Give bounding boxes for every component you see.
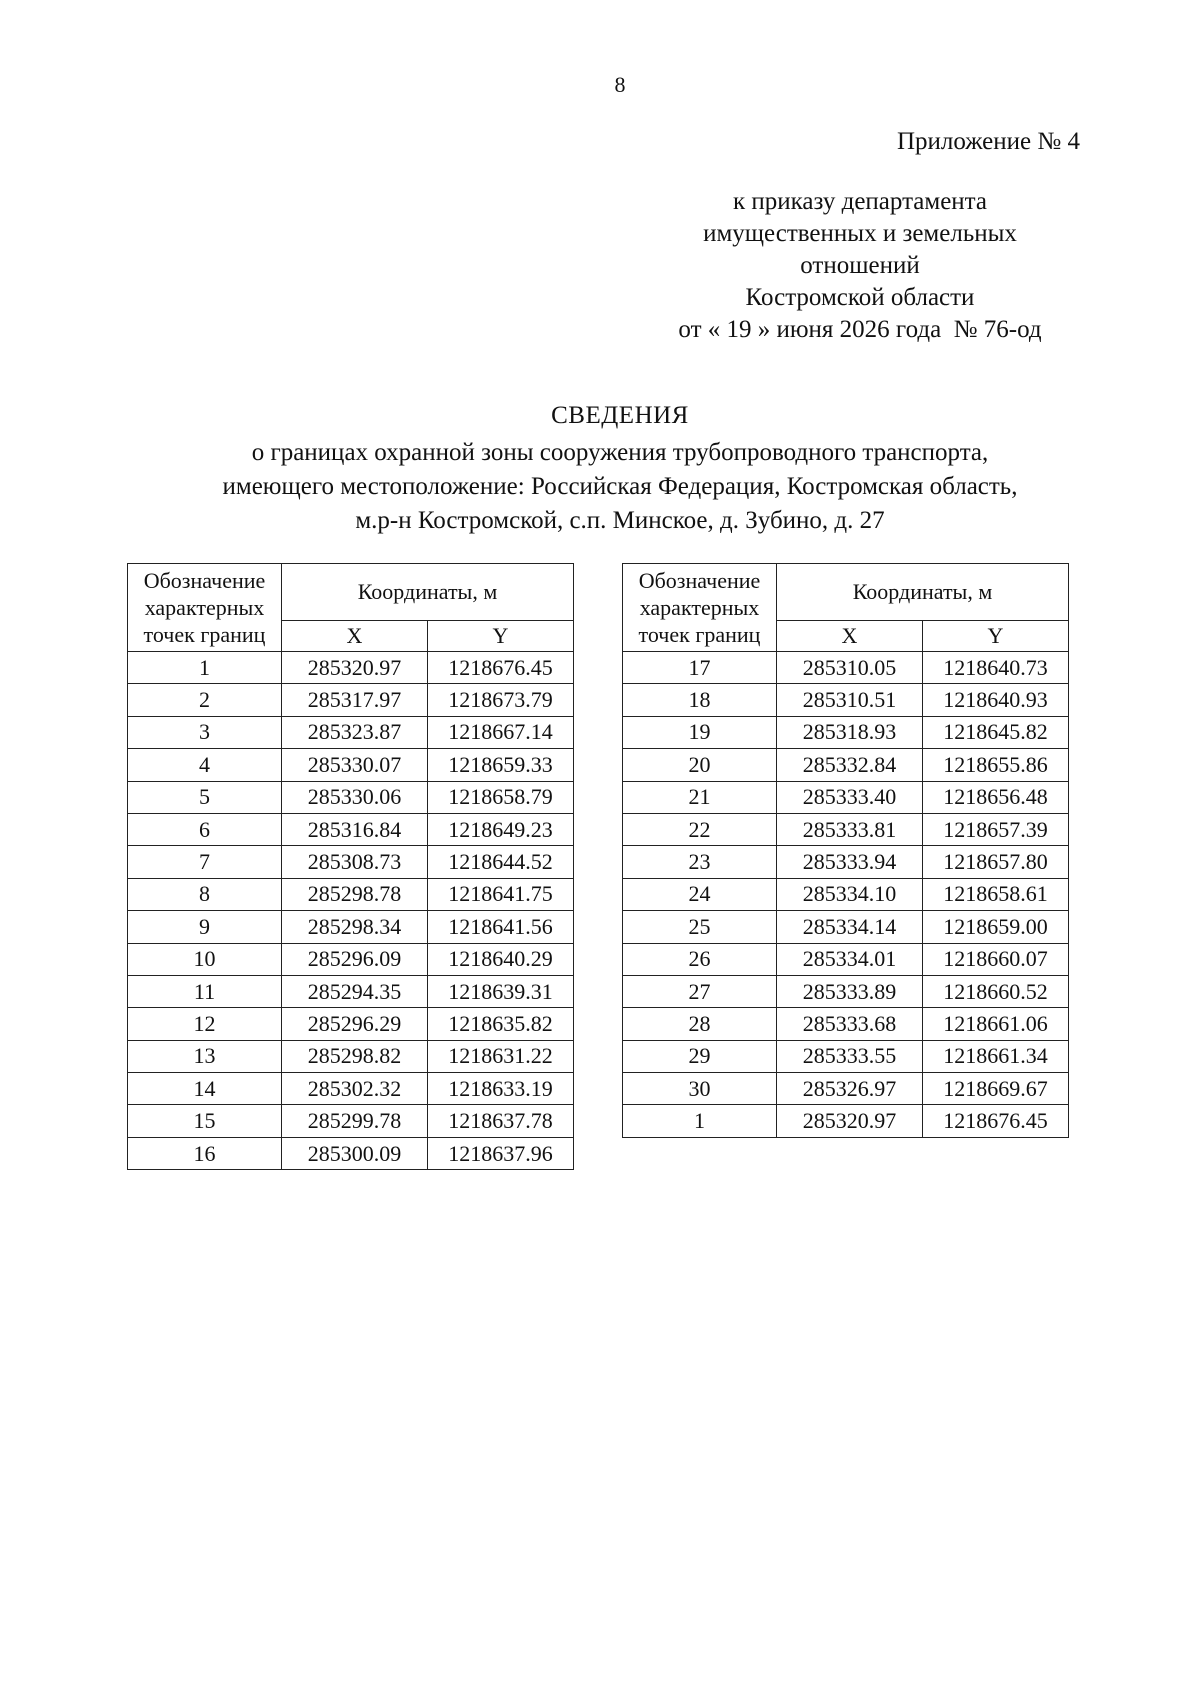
table-row: [128, 911, 574, 943]
y-coordinate-cell: 1218637.96: [428, 1137, 574, 1169]
table-row: [623, 1040, 1069, 1072]
appendix-title: Приложение № 4: [896, 128, 1080, 155]
x-coordinate-cell: 285333.68: [777, 1008, 923, 1040]
table-row: [128, 749, 574, 781]
table-row: [623, 684, 1069, 716]
designation-header-line: Обозначение: [143, 568, 266, 593]
x-coordinate-cell: 285299.78: [282, 1105, 428, 1137]
table-row: [128, 1105, 574, 1137]
order-ref-line: отношений: [800, 252, 920, 279]
point-cell: 17: [623, 652, 777, 684]
y-coordinate-cell: 1218659.33: [428, 749, 574, 781]
y-coordinate-cell: 1218658.61: [923, 878, 1069, 910]
y-coordinate-cell: 1218676.45: [428, 652, 574, 684]
table-row: [128, 652, 574, 684]
table-row: [128, 684, 574, 716]
y-coordinate-cell: 1218631.22: [428, 1040, 574, 1072]
x-coordinate-cell: 285308.73: [282, 846, 428, 878]
point-cell: 1: [128, 652, 282, 684]
table-row: [128, 878, 574, 910]
y-coordinate-cell: 1218637.78: [428, 1105, 574, 1137]
x-coordinate-cell: 285333.94: [777, 846, 923, 878]
x-coordinate-cell: 285310.05: [777, 652, 923, 684]
y-coordinate-cell: 1218635.82: [428, 1008, 574, 1040]
y-coordinate-cell: 1218633.19: [428, 1073, 574, 1105]
table-row: [623, 781, 1069, 813]
designation-header-line: точек границ: [143, 622, 266, 647]
table-row: [623, 813, 1069, 845]
y-header: Y: [923, 621, 1069, 652]
table-row: [623, 716, 1069, 748]
x-coordinate-cell: 285332.84: [777, 749, 923, 781]
point-cell: 30: [623, 1073, 777, 1105]
x-coordinate-cell: 285310.51: [777, 684, 923, 716]
point-cell: 20: [623, 749, 777, 781]
y-coordinate-cell: 1218641.56: [428, 911, 574, 943]
x-coordinate-cell: 285330.06: [282, 781, 428, 813]
y-coordinate-cell: 1218661.34: [923, 1040, 1069, 1072]
subtitle-line: о границах охранной зоны сооружения трубопроводного транспорта,: [251, 439, 989, 466]
y-coordinate-cell: 1218656.48: [923, 781, 1069, 813]
coordinates-table-left: [127, 563, 574, 1170]
table-row: [623, 975, 1069, 1007]
point-cell: 18: [623, 684, 777, 716]
table-row: [128, 813, 574, 845]
y-coordinate-cell: 1218645.82: [923, 716, 1069, 748]
table-row: [128, 1137, 574, 1169]
coordinates-header: Координаты, м: [777, 564, 1069, 621]
y-header: Y: [428, 621, 574, 652]
order-ref-line: от « 19 » июня 2026 года № 76-од: [678, 316, 1042, 343]
subtitle-line: м.р-н Костромской, с.п. Минское, д. Зубино, д. 27: [355, 507, 885, 534]
point-cell: 10: [128, 943, 282, 975]
point-cell: 16: [128, 1137, 282, 1169]
point-cell: 26: [623, 943, 777, 975]
y-coordinate-cell: 1218640.73: [923, 652, 1069, 684]
x-coordinate-cell: 285296.09: [282, 943, 428, 975]
point-cell: 13: [128, 1040, 282, 1072]
table-row: [623, 1073, 1069, 1105]
point-cell: 3: [128, 716, 282, 748]
point-cell: 2: [128, 684, 282, 716]
point-cell: 11: [128, 975, 282, 1007]
y-coordinate-cell: 1218657.80: [923, 846, 1069, 878]
y-coordinate-cell: 1218641.75: [428, 878, 574, 910]
point-cell: 9: [128, 911, 282, 943]
subtitle-line: имеющего местоположение: Российская Федерация, Костромская область,: [222, 473, 1018, 500]
order-ref-line: Костромской области: [745, 284, 975, 311]
coordinates-header: Координаты, м: [282, 564, 574, 621]
table-row: [128, 943, 574, 975]
table-row: [623, 749, 1069, 781]
table-row: [623, 878, 1069, 910]
x-coordinate-cell: 285333.40: [777, 781, 923, 813]
point-cell: 19: [623, 716, 777, 748]
x-coordinate-cell: 285330.07: [282, 749, 428, 781]
point-cell: 5: [128, 781, 282, 813]
point-cell: 22: [623, 813, 777, 845]
table-row: [623, 943, 1069, 975]
table-row: [623, 1008, 1069, 1040]
table-row: [623, 911, 1069, 943]
x-coordinate-cell: 285296.29: [282, 1008, 428, 1040]
table-row: [128, 1040, 574, 1072]
point-cell: 25: [623, 911, 777, 943]
x-coordinate-cell: 285326.97: [777, 1073, 923, 1105]
point-cell: 21: [623, 781, 777, 813]
point-cell: 12: [128, 1008, 282, 1040]
y-coordinate-cell: 1218640.93: [923, 684, 1069, 716]
document-heading: СВЕДЕНИЯ: [551, 402, 689, 429]
x-coordinate-cell: 285300.09: [282, 1137, 428, 1169]
point-cell: 27: [623, 975, 777, 1007]
x-coordinate-cell: 285318.93: [777, 716, 923, 748]
point-cell: 6: [128, 813, 282, 845]
y-coordinate-cell: 1218655.86: [923, 749, 1069, 781]
point-cell: 8: [128, 878, 282, 910]
y-coordinate-cell: 1218639.31: [428, 975, 574, 1007]
y-coordinate-cell: 1218658.79: [428, 781, 574, 813]
point-cell: 23: [623, 846, 777, 878]
x-coordinate-cell: 285333.81: [777, 813, 923, 845]
designation-header-line: Обозначение: [638, 568, 761, 593]
x-coordinate-cell: 285294.35: [282, 975, 428, 1007]
x-coordinate-cell: 285298.82: [282, 1040, 428, 1072]
table-row: [128, 846, 574, 878]
y-coordinate-cell: 1218676.45: [923, 1105, 1069, 1137]
x-coordinate-cell: 285334.01: [777, 943, 923, 975]
x-coordinate-cell: 285317.97: [282, 684, 428, 716]
point-cell: 14: [128, 1073, 282, 1105]
designation-header-line: точек границ: [638, 622, 761, 647]
coordinates-table-right: [622, 563, 1069, 1138]
point-cell: 7: [128, 846, 282, 878]
point-cell: 28: [623, 1008, 777, 1040]
table-row: [623, 1105, 1069, 1137]
x-coordinate-cell: 285316.84: [282, 813, 428, 845]
y-coordinate-cell: 1218660.07: [923, 943, 1069, 975]
y-coordinate-cell: 1218661.06: [923, 1008, 1069, 1040]
table-row: [623, 846, 1069, 878]
x-coordinate-cell: 285302.32: [282, 1073, 428, 1105]
x-header: X: [777, 621, 923, 652]
y-coordinate-cell: 1218657.39: [923, 813, 1069, 845]
point-cell: 1: [623, 1105, 777, 1137]
y-coordinate-cell: 1218673.79: [428, 684, 574, 716]
point-cell: 4: [128, 749, 282, 781]
table-row: [128, 716, 574, 748]
y-coordinate-cell: 1218669.67: [923, 1073, 1069, 1105]
x-header: X: [282, 621, 428, 652]
x-coordinate-cell: 285320.97: [777, 1105, 923, 1137]
point-cell: 29: [623, 1040, 777, 1072]
page-number: 8: [614, 72, 626, 97]
y-coordinate-cell: 1218649.23: [428, 813, 574, 845]
order-ref-line: имущественных и земельных: [703, 220, 1017, 247]
designation-header: [128, 564, 282, 652]
document-subtitle: [80, 436, 1160, 538]
x-coordinate-cell: 285333.55: [777, 1040, 923, 1072]
table-row: [128, 1073, 574, 1105]
x-coordinate-cell: 285298.78: [282, 878, 428, 910]
point-cell: 24: [623, 878, 777, 910]
y-coordinate-cell: 1218660.52: [923, 975, 1069, 1007]
table-row: [128, 781, 574, 813]
y-coordinate-cell: 1218659.00: [923, 911, 1069, 943]
table-row: [623, 652, 1069, 684]
table-row: [128, 975, 574, 1007]
designation-header-line: характерных: [639, 595, 760, 620]
x-coordinate-cell: 285333.89: [777, 975, 923, 1007]
designation-header: [623, 564, 777, 652]
y-coordinate-cell: 1218667.14: [428, 716, 574, 748]
order-reference: [620, 186, 1100, 346]
x-coordinate-cell: 285298.34: [282, 911, 428, 943]
order-ref-line: к приказу департамента: [732, 188, 988, 215]
x-coordinate-cell: 285334.14: [777, 911, 923, 943]
x-coordinate-cell: 285334.10: [777, 878, 923, 910]
x-coordinate-cell: 285320.97: [282, 652, 428, 684]
y-coordinate-cell: 1218644.52: [428, 846, 574, 878]
designation-header-line: характерных: [144, 595, 265, 620]
x-coordinate-cell: 285323.87: [282, 716, 428, 748]
table-row: [128, 1008, 574, 1040]
point-cell: 15: [128, 1105, 282, 1137]
y-coordinate-cell: 1218640.29: [428, 943, 574, 975]
